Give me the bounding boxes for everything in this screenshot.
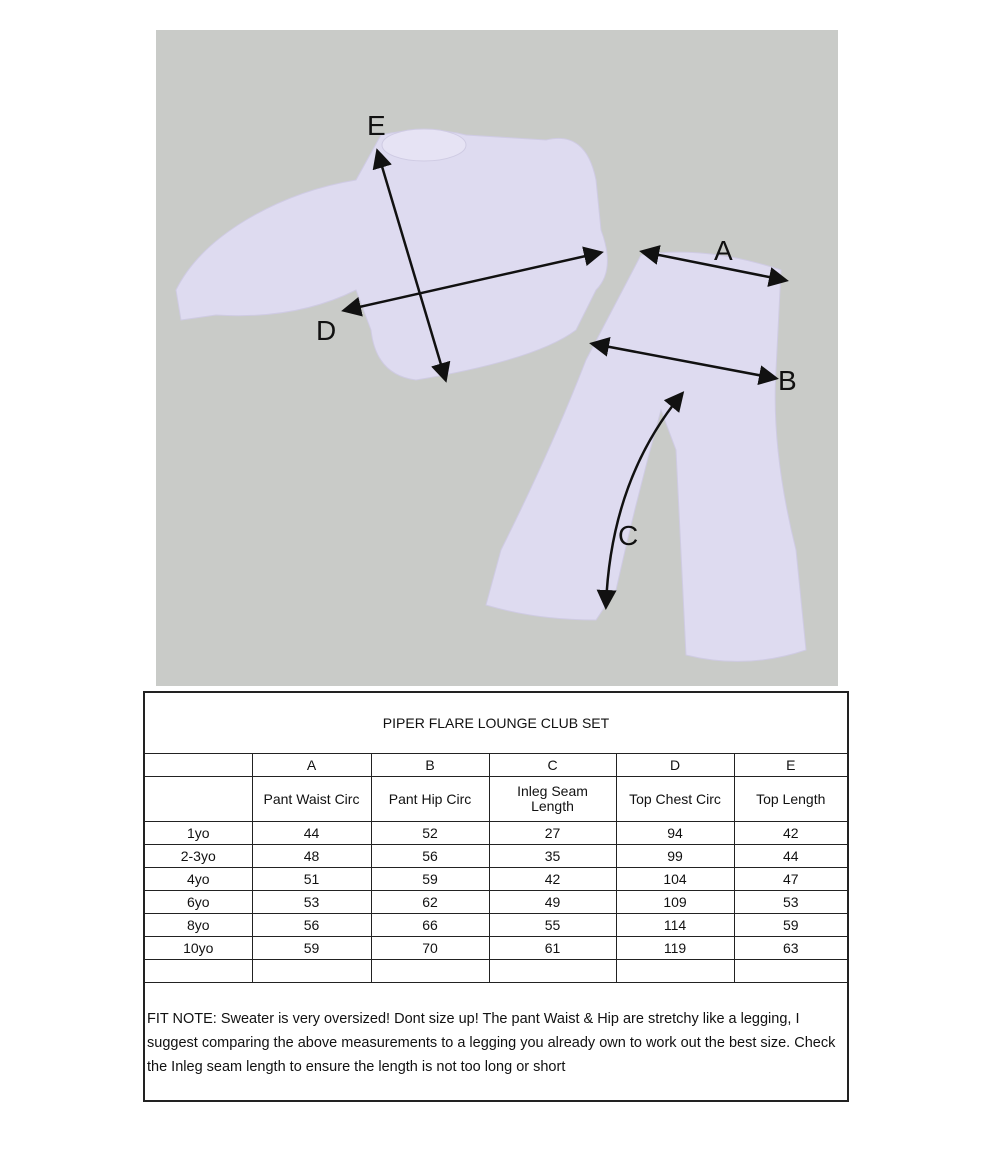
measurement-cell: 104 [616,868,734,891]
measurement-cell: 53 [734,891,847,914]
table-row [145,914,847,937]
measurement-cell: 48 [252,845,371,868]
measurement-cell: 70 [371,937,489,960]
measurement-cell: 63 [734,937,847,960]
measurement-cell: 44 [734,845,847,868]
measurement-cell: 52 [371,822,489,845]
letter-c: C [489,754,616,777]
table-row [145,845,847,868]
measurement-cell: 56 [371,845,489,868]
size-label: 2-3yo [145,845,252,868]
measurement-cell: 114 [616,914,734,937]
table-row [145,891,847,914]
letter-row [145,754,847,777]
table-row [145,822,847,845]
measurement-cell: 56 [252,914,371,937]
measurement-cell: 119 [616,937,734,960]
size-label: 10yo [145,937,252,960]
fit-note: FIT NOTE: Sweater is very oversized! Dont size up! The pant Waist & Hip are stretchy like a legging, I suggest comparing the above measurements to a legging you already own to work out the best size. Check the Inleg seam length to ensure the length is not too long or short [147,1011,836,1075]
measurement-cell: 53 [252,891,371,914]
label-b: B [778,365,797,396]
measurement-cell: 42 [489,868,616,891]
measurement-cell: 109 [616,891,734,914]
table-row [145,868,847,891]
size-label: 6yo [145,891,252,914]
measurement-cell: 59 [734,914,847,937]
header-pant-hip: Pant Hip Circ [371,777,489,822]
measurement-cell: 51 [252,868,371,891]
measurement-cell: 59 [371,868,489,891]
label-d: D [316,315,337,346]
measurement-cell: 62 [371,891,489,914]
letter-a: A [252,754,371,777]
chart-title: PIPER FLARE LOUNGE CLUB SET [145,693,847,754]
measurement-cell: 42 [734,822,847,845]
measurement-cell: 49 [489,891,616,914]
measurement-cell: 27 [489,822,616,845]
letter-b: B [371,754,489,777]
measurement-cell: 66 [371,914,489,937]
size-label: 1yo [145,822,252,845]
label-c: C [618,520,639,551]
label-a: A [714,235,733,266]
size-label: 4yo [145,868,252,891]
letter-d: D [616,754,734,777]
measurement-cell: 94 [616,822,734,845]
measurement-cell: 59 [252,937,371,960]
product-photo [156,30,838,686]
empty-row [145,960,847,983]
header-inleg: Inleg Seam Length [489,777,616,822]
size-label: 8yo [145,914,252,937]
measurement-cell: 99 [616,845,734,868]
header-row [145,777,847,822]
measurement-cell: 61 [489,937,616,960]
measurement-cell: 55 [489,914,616,937]
measurement-cell: 35 [489,845,616,868]
header-top-length: Top Length [734,777,847,822]
table-row [145,937,847,960]
header-top-chest: Top Chest Circ [616,777,734,822]
measurement-cell: 44 [252,822,371,845]
letter-e: E [734,754,847,777]
measurement-cell: 47 [734,868,847,891]
size-chart [143,691,849,1102]
label-e: E [367,110,386,141]
header-pant-waist: Pant Waist Circ [252,777,371,822]
